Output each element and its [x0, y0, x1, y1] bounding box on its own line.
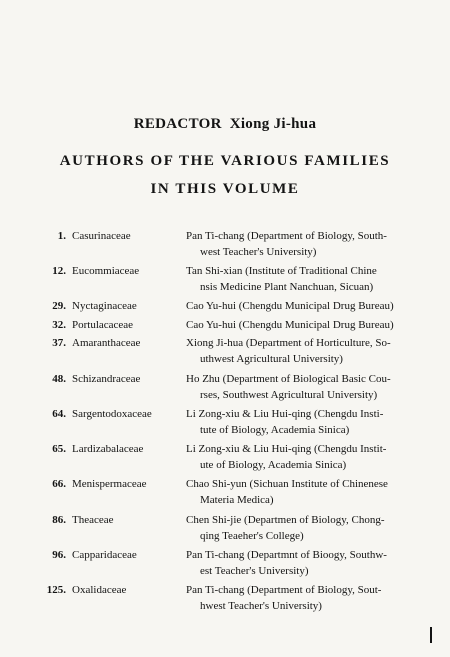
list-item — [0, 583, 450, 614]
author-line-2: hwest Teacher's University) — [200, 599, 322, 612]
author-line-1: Pan Ti-chang (Department of Biology, South- — [186, 230, 387, 242]
author-line-1: Cao Yu-hui (Chengdu Municipal Drug Bureau) — [186, 300, 394, 312]
family-number: 125. — [46, 584, 66, 596]
family-name: Theaceae — [72, 514, 114, 526]
author-line-2: est Teacher's University) — [200, 564, 309, 577]
list-item — [0, 264, 450, 295]
author-line-1: Ho Zhu (Department of Biological Basic Cou- — [186, 373, 391, 385]
family-name: Portulacaceae — [72, 318, 134, 331]
redactor-name: Xiong Ji-hua — [229, 116, 317, 132]
author-info — [186, 299, 402, 315]
author-info — [186, 264, 402, 295]
family-number: 86. — [52, 514, 66, 526]
author-info — [186, 442, 402, 473]
family-number: 96. — [52, 549, 66, 561]
heading-line-1: AUTHORS OF THE VARIOUS FAMILIES — [59, 153, 391, 169]
author-info — [186, 477, 402, 508]
list-item — [0, 442, 450, 473]
author-line-2: nsis Medicine Plant Nanchuan, Sicuan) — [200, 280, 374, 293]
author-line-1: Pan Ti-chang (Departmnt of Bioogy, Southw- — [186, 549, 387, 561]
author-line-1: Xiong Ji-hua (Department of Horticulture, So- — [186, 337, 391, 349]
author-line-1: Chao Shi-yun (Sichuan Institute of Chinenese — [186, 478, 388, 490]
list-item — [0, 318, 450, 334]
list-item — [0, 229, 450, 260]
family-number: 48. — [52, 373, 66, 385]
author-info — [186, 583, 402, 614]
list-item — [0, 477, 450, 508]
author-info — [186, 229, 402, 260]
author-line-2: Materia Medica) — [200, 493, 274, 506]
author-line-2: rses, Southwest Agricultural University) — [200, 388, 378, 401]
author-line-2: west Teacher's University) — [200, 245, 317, 258]
redactor-label: REDACTOR — [133, 116, 222, 132]
list-item — [0, 336, 450, 367]
author-info — [186, 513, 402, 544]
family-number: 1. — [57, 230, 66, 242]
list-item — [0, 299, 450, 315]
author-info — [186, 372, 402, 403]
author-line-1: Li Zong-xiu & Liu Hui-qing (Chengdu Insti- — [186, 408, 384, 420]
author-info — [186, 336, 402, 367]
family-name: Menispermaceae — [72, 478, 147, 490]
list-item — [0, 372, 450, 403]
author-line-1: Tan Shi-xian (Institute of Traditional Chine — [186, 265, 377, 277]
margin-mark — [430, 627, 432, 643]
family-number: 37. — [52, 337, 66, 349]
family-name: Lardizabalaceae — [72, 443, 144, 455]
author-info — [186, 407, 402, 438]
family-name: Eucommiaceae — [72, 265, 140, 277]
author-line-1: Pan Ti-chang (Department of Biology, Sout- — [186, 584, 382, 596]
family-name: Sargentodoxaceae — [72, 408, 152, 420]
family-name: Casurinaceae — [72, 230, 131, 242]
family-name: Capparidaceae — [72, 549, 137, 561]
list-item — [0, 548, 450, 579]
author-line-2: ute of Biology, Academia Sinica) — [200, 458, 347, 471]
author-line-1: Cao Yu-hui (Chengdu Municipal Drug Bureau) — [186, 318, 394, 331]
list-item — [0, 513, 450, 544]
redactor-line — [0, 116, 450, 133]
family-name: Oxalidaceae — [72, 584, 127, 596]
author-line-1: Chen Shi-jie (Departmen of Biology, Chong- — [186, 514, 385, 526]
author-line-1: Li Zong-xiu & Liu Hui-qing (Chengdu Instit- — [186, 443, 387, 455]
heading-line-2: IN THIS VOLUME — [150, 181, 300, 197]
family-number: 66. — [52, 478, 66, 490]
family-name: Schizandraceae — [72, 373, 141, 385]
family-number: 32. — [52, 318, 66, 331]
family-name: Nyctaginaceae — [72, 300, 137, 312]
family-name: Amaranthaceae — [72, 337, 141, 349]
author-info — [186, 318, 402, 334]
family-number: 64. — [52, 408, 66, 420]
author-line-2: tute of Biology, Academia Sinica) — [200, 423, 350, 436]
author-info — [186, 548, 402, 579]
family-number: 12. — [52, 265, 66, 277]
author-line-2: uthwest Agricultural University) — [200, 352, 343, 365]
family-number: 65. — [52, 443, 66, 455]
author-line-2: qing Teaeher's College) — [200, 529, 304, 542]
family-number: 29. — [52, 300, 66, 312]
list-item — [0, 407, 450, 438]
authors-list — [0, 229, 450, 614]
